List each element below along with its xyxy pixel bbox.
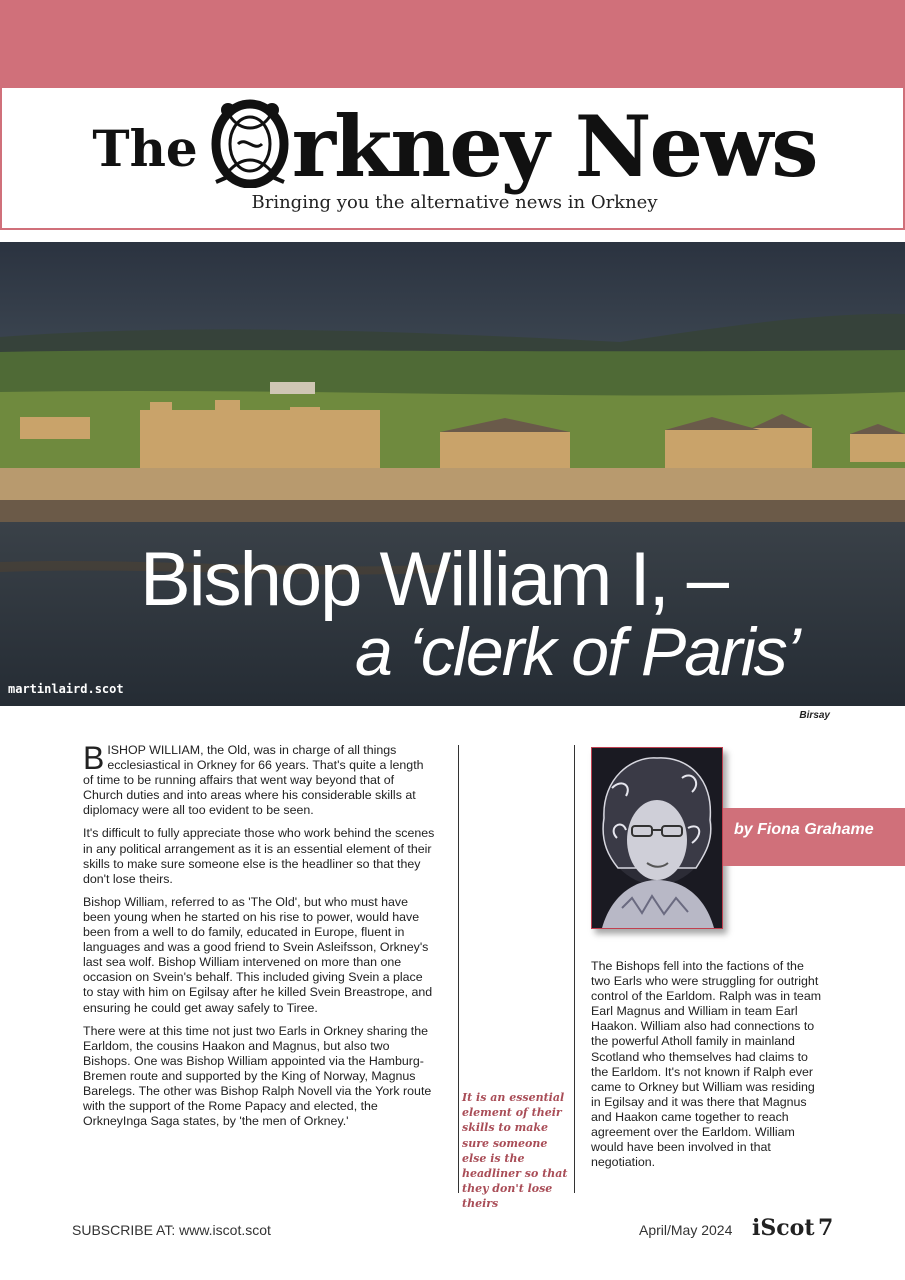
article-column-3 (591, 959, 826, 1178)
paragraph-text: ISHOP WILLIAM, the Old, was in charge of all things ecclesiastical in Orkney for 66 years. That's quite a length of time to be running affairs that went way beyond that of Church duties and into areas where his considerable skills at diplomacy were all too evident to be seen. (83, 743, 424, 818)
author-portrait (591, 747, 723, 929)
drop-cap: B (83, 740, 105, 776)
top-color-band (0, 0, 905, 86)
column-divider (458, 745, 459, 1193)
paragraph: There were at this time not just two Earls in Orkney sharing the Earldom, the cousins Haakon and Magnus, but also two Bishops. One was Bishop William appointed via the Hamburg-Bremen route and supported by the King of Norway, Magnus Barelegs. The other was Bishop Ralph Novell via the York route with the support of the Rome Papacy and elected, the OrkneyInga Saga states, by 'the men of Orkney.' (83, 1023, 432, 1129)
paragraph: It's difficult to fully appreciate those who work behind the scenes in any political arrangement as it is an essential element of their skills to make sure someone else is the headliner so that they don't lose theirs. (83, 826, 435, 886)
headline-line-2: a ‘clerk of Paris’ (355, 614, 799, 690)
celtic-knot-o-icon (208, 96, 292, 188)
masthead-title-rest: rkney News (291, 97, 817, 196)
subscribe-link[interactable]: SUBSCRIBE AT: www.iscot.scot (72, 1222, 271, 1238)
masthead (0, 86, 905, 230)
pull-quote: It is an essential element of their skills to make sure someone else is the headliner so that they don't lose theirs (462, 1091, 568, 1211)
author-byline: by Fiona Grahame (734, 821, 874, 838)
article-column-1 (83, 740, 435, 1137)
masthead-tagline: Bringing you the alternative news in Orkney (251, 192, 658, 213)
page-number: 7 (818, 1215, 834, 1241)
photo-credit: martinlaird.scot (8, 682, 124, 696)
paragraph: The Bishops fell into the factions of the two Earls who were struggling for outright control of the Earldom. Ralph was in team Earl Magnus and William in team Earl Haakon. William also had connections to the powerful Atholl family in mainland Scotland who themselves had claims to the Earldom. It's not known if Ralph ever came to Orkney but William was residing in Egilsay and it was there that Magnus and Haakon came together to reach agreement over the Earldom. William would have been involved in that negotiation. (591, 959, 822, 1170)
masthead-title (2, 96, 905, 199)
photo-caption: Birsay (799, 710, 830, 721)
paragraph: Bishop William, referred to as 'The Old', but who must have been young when he started on his rise to power, would have been from a well to do family, educated in Europe, fluent in languages and was a good friend to Svein Asleifsson, Orkney's last sea wolf. Bishop William intervened on more than one occasion on Svein's behalf. This included giving Svein a place to stay with him on Egilsay after he killed Svein Breastrope, and ensuring he could get away safely to Tiree. (83, 894, 433, 1015)
headline-line-1: Bishop William I, – (140, 537, 728, 622)
issue-date: April/May 2024 (639, 1222, 733, 1238)
author-photo-icon (592, 748, 722, 928)
paragraph (83, 740, 435, 818)
column-divider (574, 745, 575, 1193)
masthead-the: The (92, 119, 198, 178)
iscot-logo: iScot (752, 1215, 815, 1241)
